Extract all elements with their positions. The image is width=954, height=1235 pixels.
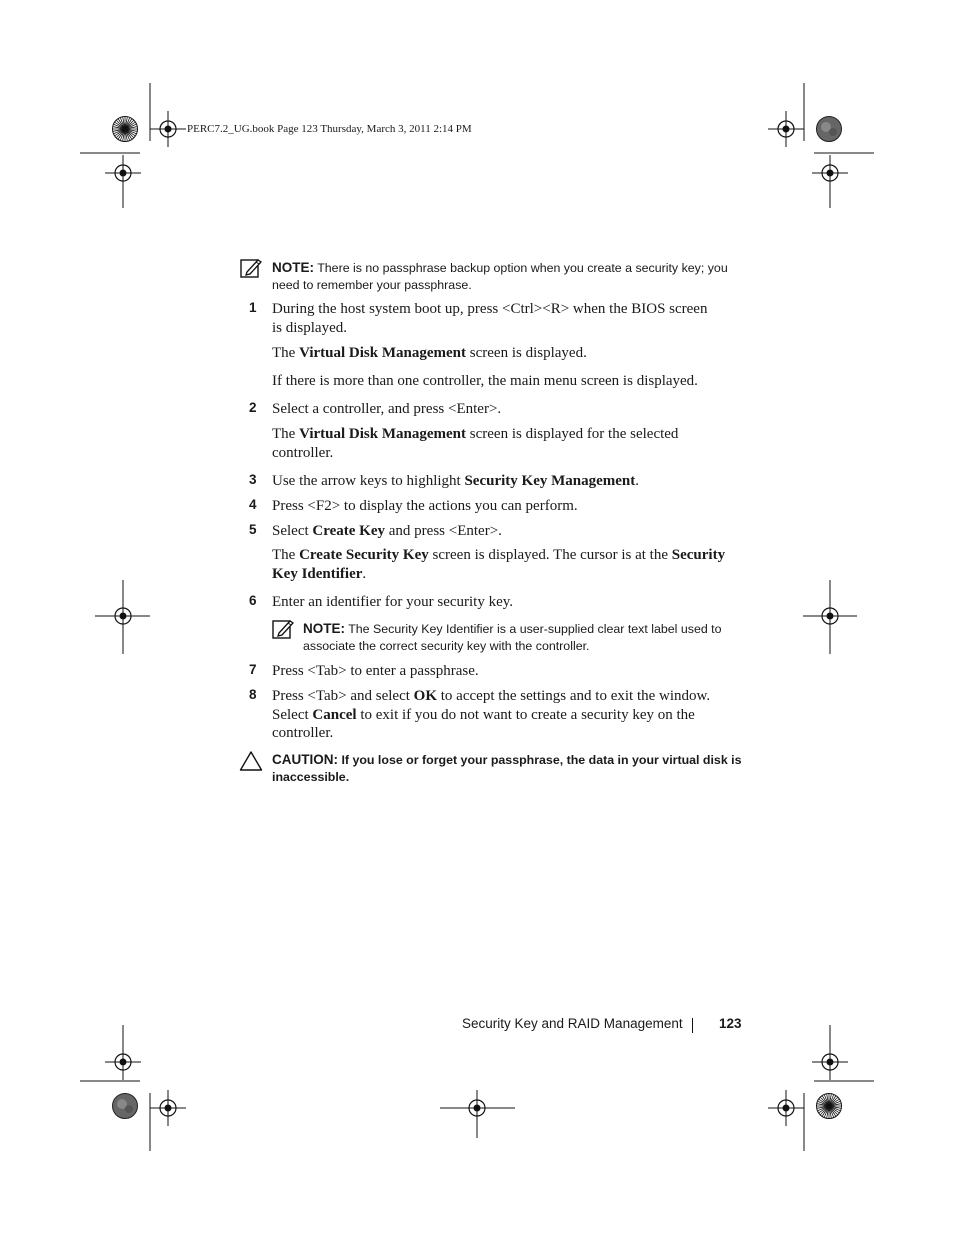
step-7-text: Press <Tab> to enter a passphrase. [272, 663, 479, 679]
step-1-result: The Virtual Disk Management screen is displayed. [272, 345, 587, 361]
step-number: 2 [249, 400, 257, 415]
step-3-text: Use the arrow keys to highlight Security Key Management. [272, 473, 640, 489]
step-number: 3 [249, 472, 257, 487]
footer-section-title: Security Key and RAID Management [462, 1016, 683, 1031]
note-label: NOTE: [272, 260, 314, 275]
step-2-text: Select a controller, and press <Enter>. [272, 401, 502, 417]
step-number: 5 [249, 522, 257, 537]
note-passphrase-backup [272, 259, 742, 294]
note-pencil-icon [272, 618, 294, 640]
step-4-text: Press <F2> to display the actions you can perform. [272, 498, 578, 514]
step-1-text: During the host system boot up, press <Ctrl><R> when the BIOS screen is displayed. [272, 301, 708, 336]
step-number: 7 [249, 662, 257, 677]
caution-label: CAUTION: [272, 752, 338, 767]
caution-text: If you lose or forget your passphrase, the data in your virtual disk is inaccessible. [272, 753, 742, 784]
note-text: There is no passphrase backup option when you create a security key; you need to remember your passphrase. [272, 261, 728, 292]
step-6-text: Enter an identifier for your security key. [272, 594, 514, 610]
note-label: NOTE: [303, 621, 345, 636]
step-2-result: The Virtual Disk Management screen is displayed for the selected controller. [272, 426, 679, 461]
note-pencil-icon [240, 257, 262, 279]
note-text: The Security Key Identifier is a user-supplied clear text label used to associate the correct security key with the controller. [303, 622, 722, 653]
footer-divider [692, 1018, 693, 1033]
step-number: 1 [249, 300, 257, 315]
step-number: 6 [249, 593, 257, 608]
note-security-key-identifier [303, 620, 743, 655]
book-info-header: PERC7.2_UG.book Page 123 Thursday, March 3, 2011 2:14 PM [187, 123, 472, 135]
step-5-result: The Create Security Key screen is displayed. The cursor is at the Security Key Identifier. [272, 547, 726, 582]
step-number: 8 [249, 687, 257, 702]
step-number: 4 [249, 497, 257, 512]
step-5-text: Select Create Key and press <Enter>. [272, 523, 502, 539]
page-number: 123 [719, 1016, 742, 1031]
caution-triangle-icon [239, 750, 263, 772]
step-8-text: Press <Tab> and select OK to accept the settings and to exit the window. Select Cancel to exit if you do not want to create a security key on the controller. [272, 688, 711, 741]
caution-passphrase [272, 751, 742, 786]
step-1-note: If there is more than one controller, the main menu screen is displayed. [272, 373, 698, 389]
